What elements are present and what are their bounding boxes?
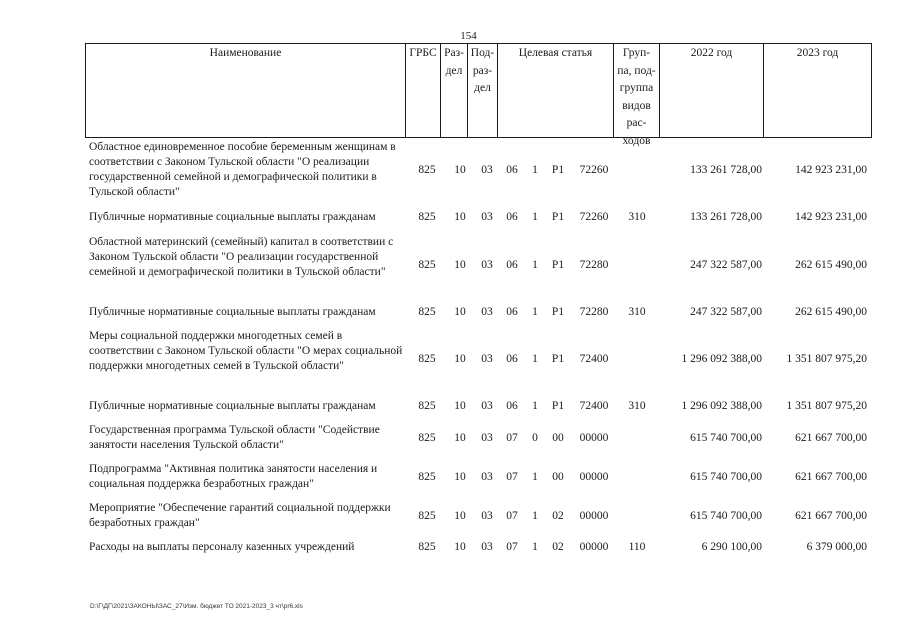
header-name: Наименование [86,44,406,137]
file-path-footer: D:\Г\ДГ\2021\ЗАКОНЫ\ЗАС_27\Изм. бюджет ТО 2021-2023_3 чт\pr6.xls [90,603,303,610]
row-target-program: 06 [506,211,518,223]
row-podrazdel: 03 [481,510,493,522]
row-target-direction: 00000 [579,541,609,553]
row-name: Подпрограмма "Активная политика занятости населения и социальная поддержка безработных граждан" [89,463,378,490]
row-amount-2023: 1 351 807 975,20 [786,353,867,365]
row-grbs: 825 [418,400,436,412]
row-grbs: 825 [418,541,436,553]
row-podrazdel: 03 [481,353,493,365]
row-razdel: 10 [454,471,466,483]
row-target-direction: 00000 [579,471,609,483]
row-target-direction: 72260 [579,164,609,176]
row-grbs: 825 [418,306,436,318]
header-group: Груп- па, под- группа видов рас- ходов [614,44,660,137]
row-amount-2023: 142 923 231,00 [795,164,867,176]
row-group: 310 [628,306,646,318]
row-grbs: 825 [418,471,436,483]
row-podrazdel: 03 [481,211,493,223]
header-podrazdel: Под- раз- дел [468,44,498,137]
row-target-subprogram: 1 [532,306,538,318]
row-target-event: P1 [551,164,565,176]
row-target-direction: 00000 [579,510,609,522]
row-target-subprogram: 1 [532,164,538,176]
row-podrazdel: 03 [481,541,493,553]
row-grbs: 825 [418,211,436,223]
header-year-2022: 2022 год [660,44,764,137]
row-razdel: 10 [454,541,466,553]
row-razdel: 10 [454,353,466,365]
row-amount-2022: 6 290 100,00 [701,541,762,553]
row-name: Публичные нормативные социальные выплаты гражданам [89,400,376,412]
row-amount-2023: 262 615 490,00 [795,306,867,318]
row-target-program: 06 [506,306,518,318]
row-amount-2023: 1 351 807 975,20 [786,400,867,412]
row-target-event: P1 [551,400,565,412]
row-group: 310 [628,211,646,223]
row-name: Государственная программа Тульской области "Содействие занятости населения Тульской области" [89,424,380,451]
row-target-event: 02 [552,541,564,553]
row-group: 310 [628,400,646,412]
header-year-2023: 2023 год [796,47,839,59]
row-razdel: 10 [454,400,466,412]
row-amount-2022: 247 322 587,00 [690,306,762,318]
row-target-subprogram: 1 [532,510,538,522]
row-amount-2022: 615 740 700,00 [690,432,762,444]
row-target-event: P1 [551,353,565,365]
row-amount-2022: 1 296 092 388,00 [681,353,762,365]
row-target-direction: 72280 [579,306,609,318]
row-target-program: 07 [506,471,518,483]
row-target-event: P1 [551,211,565,223]
row-amount-2022: 1 296 092 388,00 [681,400,762,412]
row-target-event: P1 [551,306,565,318]
row-grbs: 825 [418,164,436,176]
row-target-subprogram: 1 [532,211,538,223]
row-amount-2022: 133 261 728,00 [690,164,762,176]
row-target-subprogram: 0 [532,432,538,444]
row-amount-2023: 6 379 000,00 [806,541,867,553]
row-podrazdel: 03 [481,471,493,483]
row-name: Расходы на выплаты персоналу казенных учреждений [89,541,355,553]
row-target-program: 06 [506,353,518,365]
page-number: 154 [460,30,477,42]
row-razdel: 10 [454,259,466,271]
row-target-program: 07 [506,541,518,553]
row-name: Областное единовременное пособие беременным женщинам в соответствии с Законом Тульской области "О реализации государственной семейной и демографической политики в Тульской области" [89,141,396,198]
row-grbs: 825 [418,432,436,444]
row-target-direction: 72280 [579,259,609,271]
row-target-subprogram: 1 [532,541,538,553]
row-amount-2022: 247 322 587,00 [690,259,762,271]
row-target-direction: 72400 [579,400,609,412]
row-razdel: 10 [454,164,466,176]
row-podrazdel: 03 [481,432,493,444]
row-target-event: 00 [552,471,564,483]
row-razdel: 10 [454,211,466,223]
row-amount-2022: 133 261 728,00 [690,211,762,223]
row-podrazdel: 03 [481,400,493,412]
row-amount-2023: 262 615 490,00 [795,259,867,271]
row-grbs: 825 [418,510,436,522]
row-razdel: 10 [454,510,466,522]
row-amount-2023: 621 667 700,00 [795,432,867,444]
row-razdel: 10 [454,306,466,318]
row-target-program: 06 [506,400,518,412]
row-amount-2023: 142 923 231,00 [795,211,867,223]
header-razdel: Раз- дел [441,44,468,137]
row-target-program: 07 [506,510,518,522]
row-amount-2022: 615 740 700,00 [690,510,762,522]
table-header [85,43,872,147]
row-name: Областной материнский (семейный) капитал в соответствии с Законом Тульской области "О реализации государственной семейной и демографической политики в Тульской области" [89,236,394,278]
row-target-subprogram: 1 [532,259,538,271]
row-group: 110 [628,541,646,553]
row-target-event: 02 [552,510,564,522]
row-target-program: 07 [506,432,518,444]
row-target-subprogram: 1 [532,353,538,365]
row-target-direction: 00000 [579,432,609,444]
header-target: Целевая статья [498,44,614,137]
row-grbs: 825 [418,353,436,365]
row-amount-2022: 615 740 700,00 [690,471,762,483]
row-name: Публичные нормативные социальные выплаты гражданам [89,306,376,318]
row-target-event: 00 [552,432,564,444]
header-grbs: ГРБС [406,44,441,137]
row-amount-2023: 621 667 700,00 [795,471,867,483]
row-target-program: 06 [506,259,518,271]
row-grbs: 825 [418,259,436,271]
row-target-direction: 72260 [579,211,609,223]
row-target-direction: 72400 [579,353,609,365]
row-target-program: 06 [506,164,518,176]
row-name: Меры социальной поддержки многодетных семей в соответствии с Законом Тульской области "О мерах социальной поддержки многодетных семей в Тульской области" [89,330,403,372]
row-podrazdel: 03 [481,259,493,271]
row-podrazdel: 03 [481,164,493,176]
row-target-subprogram: 1 [532,400,538,412]
row-target-event: P1 [551,259,565,271]
row-razdel: 10 [454,432,466,444]
row-target-subprogram: 1 [532,471,538,483]
row-name: Мероприятие "Обеспечение гарантий социальной поддержки безработных граждан" [89,502,391,529]
row-podrazdel: 03 [481,306,493,318]
row-name: Публичные нормативные социальные выплаты гражданам [89,211,376,223]
row-amount-2023: 621 667 700,00 [795,510,867,522]
